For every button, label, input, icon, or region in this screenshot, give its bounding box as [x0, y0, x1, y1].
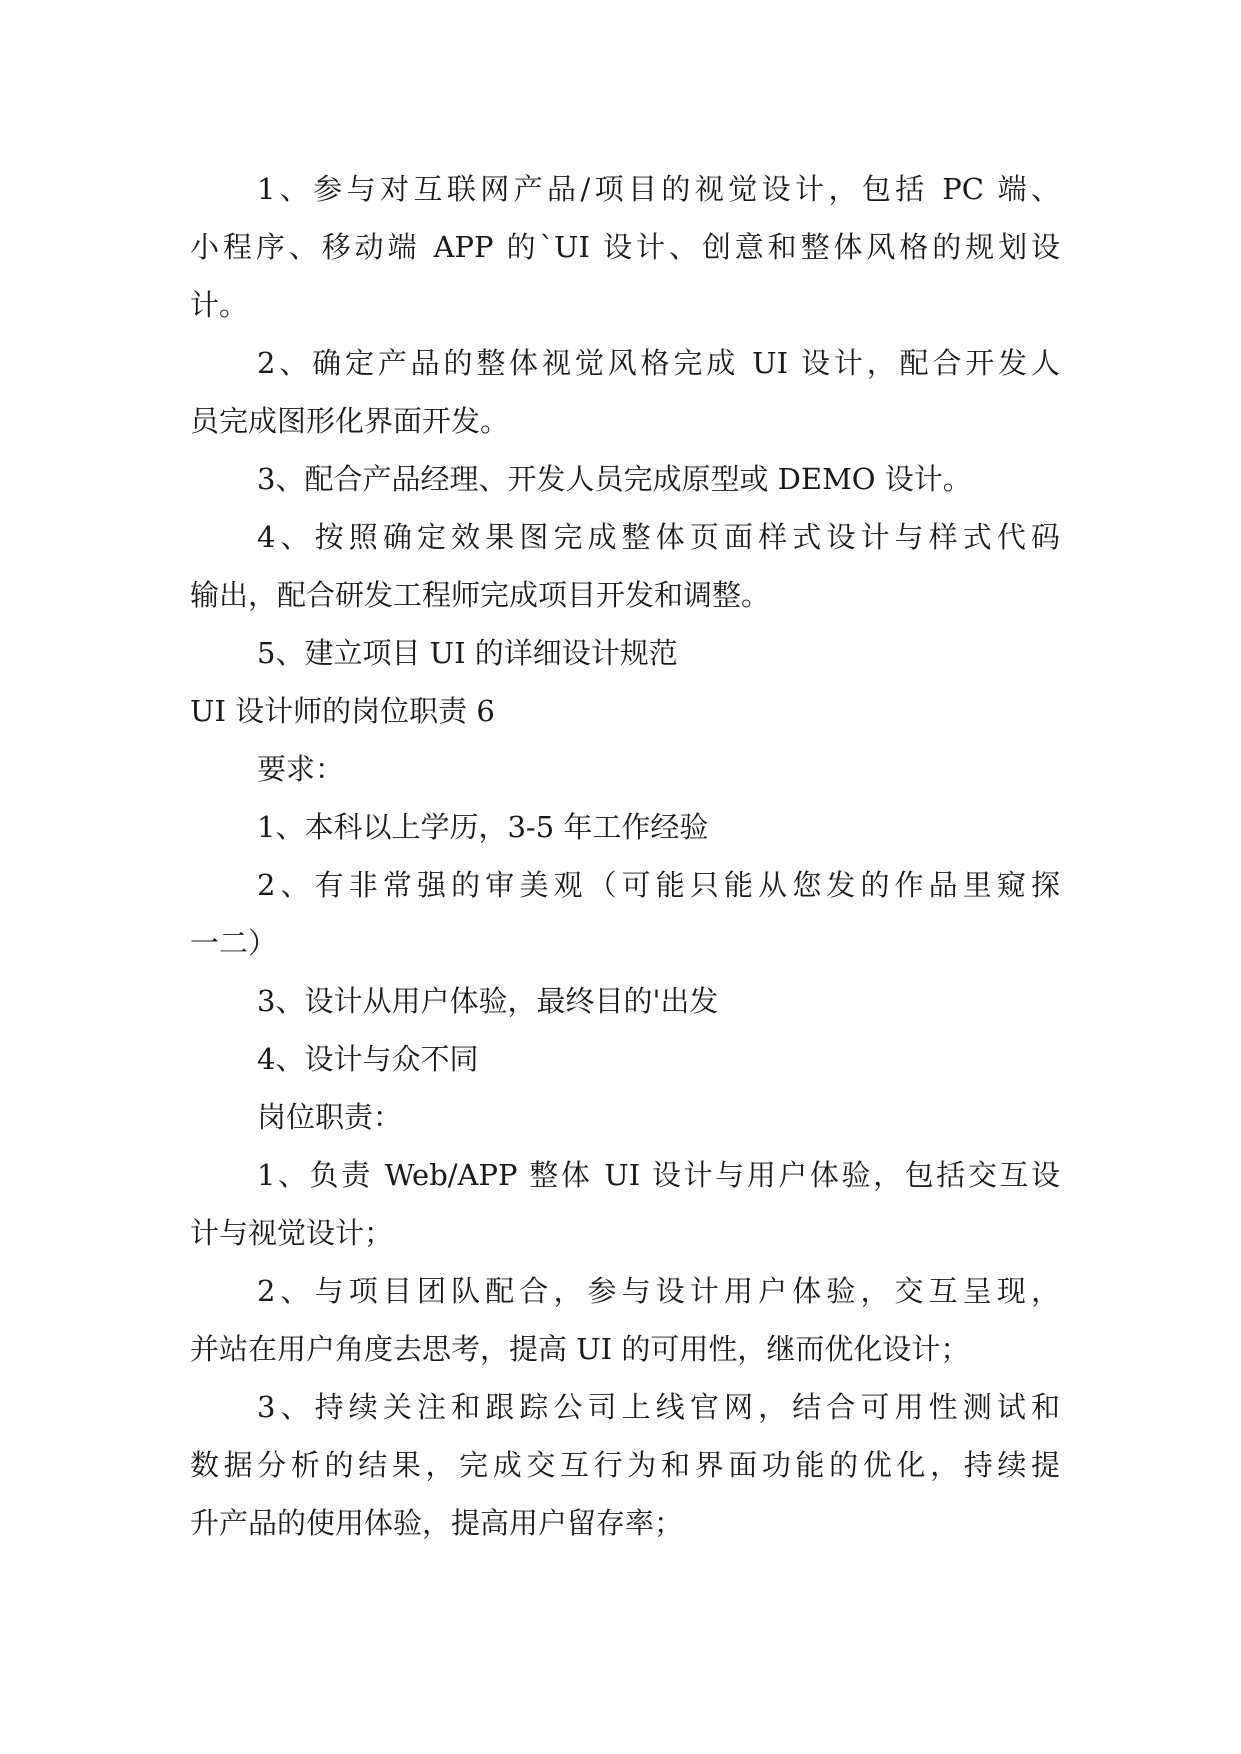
paragraph-line: 升产品的使用体验，提高用户留存率； [190, 1506, 684, 1540]
paragraph-line: 岗位职责： [257, 1100, 403, 1134]
paragraph-line: 一二） [190, 926, 278, 960]
paragraph-line: 3、持续关注和跟踪公司上线官网，结合可用性测试和 [257, 1390, 1060, 1424]
paragraph-line: 计与视觉设计； [190, 1216, 394, 1250]
paragraph-line: 1、本科以上学历，3-5 年工作经验 [257, 810, 709, 844]
paragraph-line: 2、确定产品的整体视觉风格完成 UI 设计，配合开发人 [257, 346, 1060, 380]
paragraph-line: 3、配合产品经理、开发人员完成原型或 DEMO 设计。 [257, 462, 972, 496]
paragraph-line: 2、有非常强的审美观（可能只能从您发的作品里窥探 [257, 868, 1060, 902]
paragraph-line: 1、参与对互联网产品/项目的视觉设计，包括 PC 端、 [257, 172, 1060, 206]
paragraph-line: 3、设计从用户体验，最终目的'出发 [257, 984, 719, 1018]
paragraph-line: 员完成图形化界面开发。 [190, 404, 510, 438]
paragraph-line: 5、建立项目 UI 的详细设计规范 [257, 636, 678, 670]
paragraph-line: 计。 [190, 288, 249, 322]
section-heading: UI 设计师的岗位职责 6 [190, 694, 495, 728]
paragraph-line: 数据分析的结果，完成交互行为和界面功能的优化，持续提 [190, 1448, 1060, 1482]
paragraph-line: 要求： [257, 752, 345, 786]
paragraph-line: 2、与项目团队配合，参与设计用户体验，交互呈现， [257, 1274, 1060, 1308]
paragraph-line: 4、设计与众不同 [257, 1042, 479, 1076]
paragraph-line: 小程序、移动端 APP 的`UI 设计、创意和整体风格的规划设 [190, 230, 1060, 264]
paragraph-line: 输出，配合研发工程师完成项目开发和调整。 [190, 578, 771, 612]
paragraph-line: 4、按照确定效果图完成整体页面样式设计与样式代码 [257, 520, 1060, 554]
paragraph-line: 1、负责 Web/APP 整体 UI 设计与用户体验，包括交互设 [257, 1158, 1060, 1192]
paragraph-line: 并站在用户角度去思考，提高 UI 的可用性，继而优化设计； [190, 1332, 970, 1366]
document-body [190, 160, 1060, 1552]
